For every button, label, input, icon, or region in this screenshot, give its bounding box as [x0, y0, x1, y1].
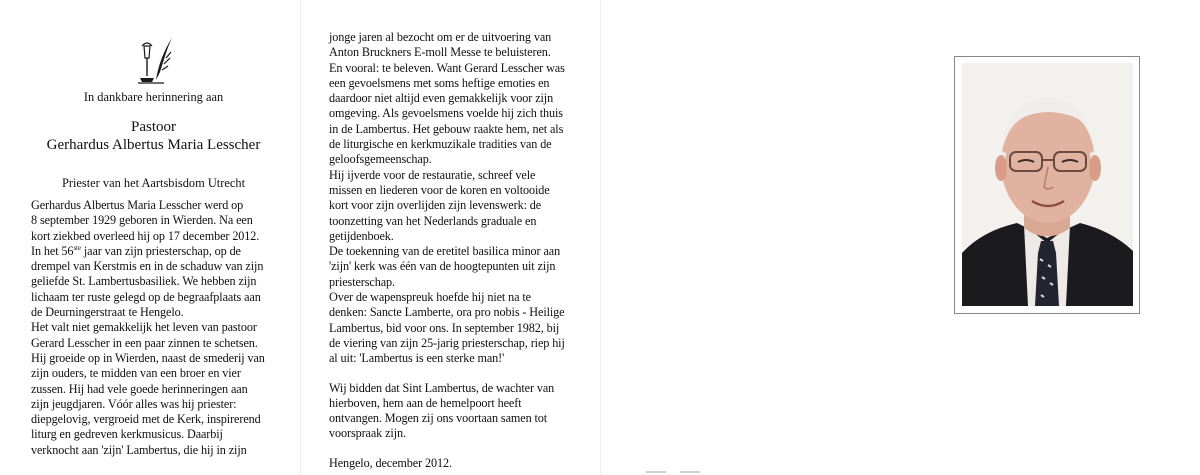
text-line: getijdenboek.	[329, 228, 394, 243]
text-line: hierboven, hem aan de hemelpoort heeft	[329, 395, 522, 410]
left-column-text	[31, 198, 276, 458]
text-line: verknocht aan 'zijn' Lambertus, die hij in zijn	[31, 442, 247, 457]
edge-mark	[646, 471, 736, 475]
text-line: al uit: 'Lambertus is een sterke man!'	[329, 351, 505, 366]
text-line: Gerhardus Albertus Maria Lesscher werd op	[31, 198, 244, 212]
text-line: Hij ijverde voor de restauratie, schreef vele	[329, 167, 536, 182]
candle-quill-icon	[134, 36, 174, 86]
left-paragraph-1	[31, 198, 276, 320]
text-line: Anton Bruckners E-moll Messe te beluisteren.	[329, 45, 551, 60]
text-line: Gerard Lesscher in een paar zinnen te schetsen.	[31, 335, 258, 350]
text-line: Wij bidden dat Sint Lambertus, de wachter van	[329, 380, 555, 395]
text-line: kort voor zijn overlijden zijn levenswerk: de	[329, 198, 542, 213]
title-name: Gerhardus Albertus Maria Lesscher	[46, 137, 261, 153]
text-line: daardoor niet altijd even gemakkelijk voor zijn	[329, 91, 554, 106]
text-line: de Deurningerstraat te Hengelo.	[31, 305, 184, 320]
text-line: ontvangen. Mogen zij ons voortaan samen tot	[329, 411, 548, 426]
text-line: missen en liederen voor de koren en voltooide	[329, 182, 550, 197]
closing-line: Hengelo, december 2012.	[329, 455, 452, 470]
ordinal-suffix: ste	[73, 243, 81, 252]
text-line: zussen. Hij had vele goede herinneringen aan	[31, 381, 248, 396]
middle-paragraph-1	[329, 30, 576, 367]
text-line: zijn ouders, te midden van een broer en vier	[31, 366, 241, 381]
text-line: 'zijn' kerk was één van de hoogtepunten uit zijn	[329, 259, 556, 274]
text-line: kort ziekbed overleed hij op 17 december 2012.	[31, 228, 260, 243]
text-line: de liturgische en kerkmuzikale tradities van de	[329, 137, 552, 152]
portrait-photo	[962, 63, 1133, 306]
text-line: geloofsgemeenschap.	[329, 152, 432, 167]
text-line: Hij groeide op in Wierden, naast de smederij van	[31, 350, 265, 365]
text-line: Het valt niet gemakkelijk het leven van pastoor	[31, 320, 257, 335]
text-line: zijn jeugdjaren. Vóór alles was hij priester:	[31, 396, 237, 411]
left-paragraph-2	[31, 320, 276, 458]
text-line: priesterschap.	[329, 274, 395, 289]
text-fragment: In het 56	[31, 243, 74, 258]
text-line	[31, 244, 276, 259]
text-line: diepgelovig, vergroeid met de Kerk, inspirerend	[31, 412, 261, 427]
fold-line-right	[600, 0, 601, 475]
text-line: toonzetting van het Nederlands graduale en	[329, 213, 537, 228]
text-line: liturg en gedreven kerkmusicus. Daarbij	[31, 427, 223, 442]
subtitle-diocese: Priester van het Aartsbisdom Utrecht	[61, 176, 246, 190]
text-line: En vooral: te beleven. Want Gerard Lesscher was	[329, 60, 565, 75]
dedication-text: In dankbare herinnering aan	[83, 90, 224, 104]
text-line: denken: Sancte Lamberte, ora pro nobis - Heilige	[329, 305, 565, 320]
middle-column-text	[329, 30, 576, 471]
text-line: in de Lambertus. Het gebouw raakte hem, net als	[329, 121, 564, 136]
text-line: De toekenning van de eretitel basilica minor aan	[329, 244, 561, 259]
fold-line-left	[300, 0, 301, 475]
text-line: voorspraak zijn.	[329, 426, 406, 441]
text-line: omgeving. Als gevoelsmens voelde hij zich thuis	[329, 106, 563, 121]
text-line: Lambertus, bid voor ons. In september 1982, bij	[329, 320, 560, 335]
text-fragment: jaar van zijn priesterschap, op de	[80, 243, 241, 258]
text-line: een gevoelsmens met soms heftige emoties en	[329, 75, 550, 90]
text-line: drempel van Kerstmis en in de schaduw van zijn	[31, 259, 264, 274]
text-line: lichaam ter ruste gelegd op de begraafplaats aan	[31, 289, 261, 304]
text-line: geliefde St. Lambertusbasiliek. We hebben zijn	[31, 274, 257, 289]
text-line: jonge jaren al bezocht om er de uitvoering van	[329, 30, 552, 44]
text-line: de viering van zijn 25-jarig priesterschap, riep hij	[329, 335, 565, 350]
text-line: Over de wapenspreuk hoefde hij niet na te	[329, 290, 531, 305]
text-line: 8 september 1929 geboren in Wierden. Na een	[31, 213, 253, 228]
title-pastor: Pastoor	[131, 119, 176, 135]
middle-paragraph-2	[329, 381, 576, 442]
